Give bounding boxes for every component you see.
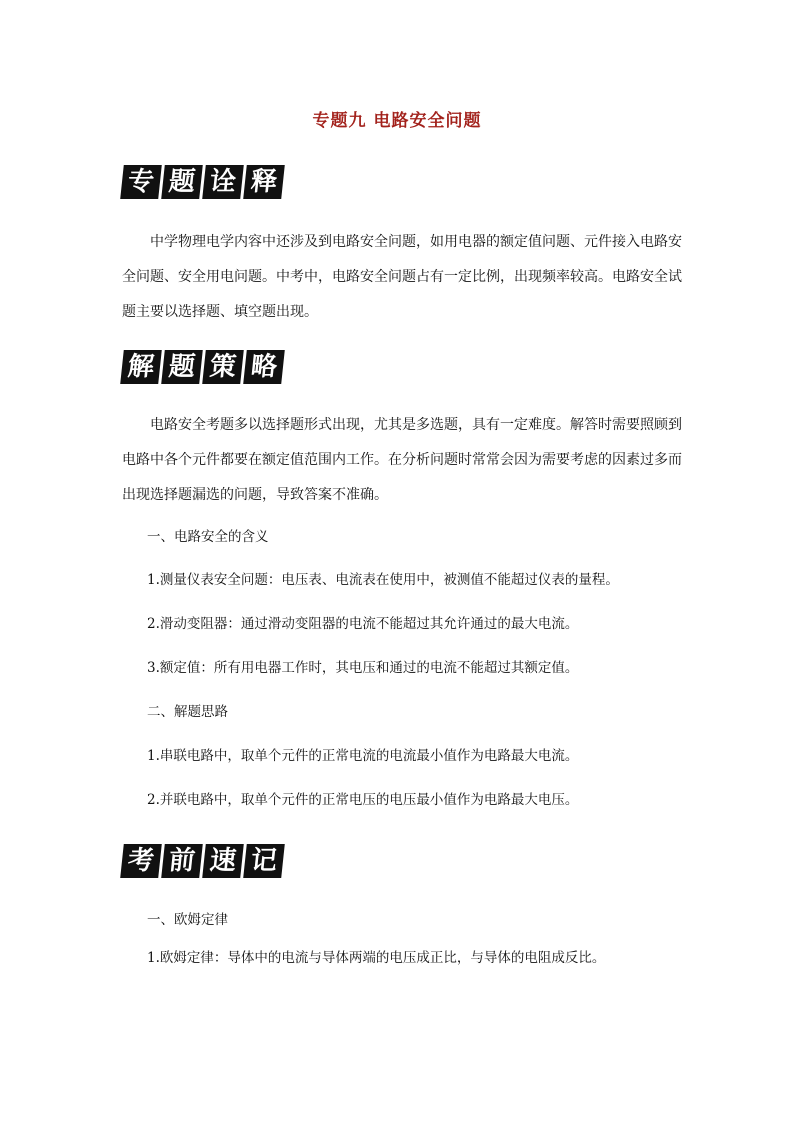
section-badge-1 [122,165,283,199]
list-line: 1.测量仪表安全问题：电压表、电流表在使用中，被测值不能超过仪表的量程。 [147,572,619,588]
section-1-paragraph: 中学物理电学内容中还涉及到电路安全问题，如用电器的额定值问题、元件接入电路安全问题、安全用电问题。中考中，电路安全问题占有一定比例，出现频率较高。电路安全试题主要以选择题、填空题出现。 [122,234,682,320]
list-line: 二、解题思路 [147,704,228,720]
section-badge-2 [122,350,283,384]
badge-char: 策 [202,350,244,384]
badge-char: 诠 [202,165,244,199]
document-title: 专题九 电路安全问题 [312,111,482,131]
badge-char: 题 [161,165,203,199]
badge-char: 题 [161,350,203,384]
badge-char: 略 [243,350,285,384]
badge-char: 释 [243,165,285,199]
list-line: 2.并联电路中，取单个元件的正常电压的电压最小值作为电路最大电压。 [147,792,579,808]
list-line: 3.额定值：所有用电器工作时，其电压和通过的电流不能超过其额定值。 [147,660,579,676]
list-line: 一、欧姆定律 [147,912,228,928]
badge-char: 速 [202,844,244,878]
section-badge-3 [122,844,283,878]
list-line: 1.欧姆定律：导体中的电流与导体两端的电压成正比，与导体的电阻成反比。 [147,950,606,966]
badge-char: 考 [120,844,162,878]
badge-char: 记 [243,844,285,878]
badge-char: 专 [120,165,162,199]
list-line: 2.滑动变阻器：通过滑动变阻器的电流不能超过其允许通过的最大电流。 [147,616,579,632]
badge-char: 前 [161,844,203,878]
list-line: 一、电路安全的含义 [147,529,269,545]
list-line: 1.串联电路中，取单个元件的正常电流的电流最小值作为电路最大电流。 [147,748,579,764]
section-2-paragraph: 电路安全考题多以选择题形式出现，尤其是多选题，具有一定难度。解答时需要照顾到电路中各个元件都要在额定值范围内工作。在分析问题时常常会因为需要考虑的因素过多而出现选择题漏选的问题，导致答案不准确。 [122,417,682,503]
badge-char: 解 [120,350,162,384]
